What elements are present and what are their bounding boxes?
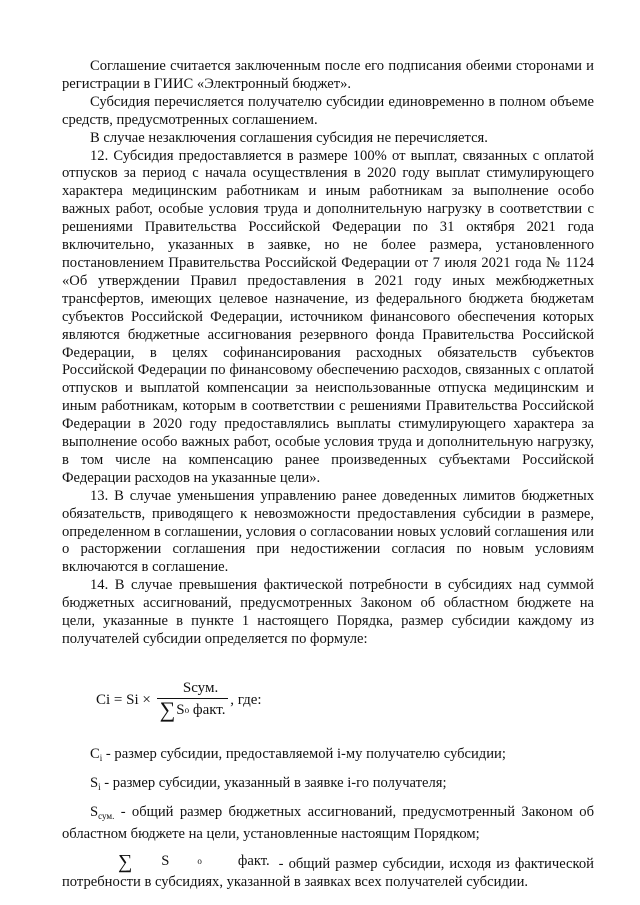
- definition-sfact: [62, 852, 594, 892]
- sfact-s: S: [161, 852, 170, 869]
- paragraph-13: 13. В случае уменьшения управлению ранее доведенных лимитов бюджетных обязательств, приводящего к невозможности предоставления субсидии в размере, определенном в соглашении, условия о согласовании новых условий соглашения или о расторжении соглашения при недостижении согласия по новым условиям включаются в соглашение.: [62, 487, 594, 576]
- formula-suffix: , где:: [230, 691, 262, 708]
- formula-den-s: S: [176, 701, 185, 718]
- sfact-expression: [90, 852, 274, 872]
- ci-text: - размер субсидии, предоставляемой i-му получателю субсидии;: [102, 746, 506, 762]
- si-subscript: i: [98, 781, 101, 792]
- si-symbol: S: [90, 774, 99, 791]
- formula-den-sub: о: [184, 705, 190, 715]
- formula-fraction: [157, 680, 228, 720]
- definition-ci: [62, 746, 594, 768]
- ssum-symbol: S: [90, 803, 99, 820]
- definition-si: [62, 775, 594, 797]
- formula-denominator: [160, 699, 226, 720]
- sfact-text: - общий размер субсидии, исходя из фактической потребности в субсидиях, указанной в заявках всех получателей субсидии.: [62, 855, 594, 890]
- subsidy-formula: [96, 680, 262, 720]
- sfact-label: факт.: [237, 852, 270, 869]
- ssum-text: - общий размер бюджетных ассигнований, предусмотренный Законом об областном бюджете на цели, установленные настоящим Порядком;: [62, 803, 594, 842]
- formula-numerator: Sсум.: [157, 680, 228, 699]
- formula-lhs: Ci = Si ×: [96, 691, 151, 708]
- document-body: [62, 58, 594, 649]
- formula-definitions: [62, 746, 594, 891]
- paragraph-no-agreement: В случае незаключения соглашения субсидия не перечисляется.: [90, 129, 488, 146]
- definition-ssum: [62, 804, 594, 844]
- ci-subscript: i: [99, 753, 103, 763]
- sum-sigma-symbol: ∑: [159, 697, 176, 722]
- paragraph-subsidy-transfer: Субсидия перечисляется получателю субсидии единовременно в полном объеме средств, предусмотренных соглашением.: [62, 93, 594, 128]
- si-text: - размер субсидии, указанный в заявке i-го получателя;: [100, 774, 447, 791]
- ci-symbol: C: [90, 746, 100, 762]
- ssum-subscript: сум.: [98, 810, 115, 821]
- formula-den-label: факт.: [192, 701, 226, 718]
- paragraph-12: 12. Субсидия предоставляется в размере 100% от выплат, связанных с оплатой отпусков за период с начала осуществления в 2020 году выплат стимулирующего характера медицинским работникам и иным работникам за выполнение особо важных работ, особые условия труда и дополнительную нагрузку в соответствии с решениями Правительства Российской Федерации по 31 октября 2021 года включительно, указанных в заявке, но не более размера, установленного постановлением Правительства Российской Федерации от 7 июля 2021 года № 1124 «Об утверждении Правил предоставления в 2021 году иных межбюджетных трансфертов, имеющих целевое назначение, из федерального бюджета бюджетам субъектов Российской Федерации, источником финансового обеспечения которых являются бюджетные ассигнования резервного фонда Правительства Российской Федерации, в целях софинансирования расходных обязательств субъектов Российской Федерации по финансовому обеспечению расходов, связанных с оплатой отпусков и выплатой компенсации за неиспользованные отпуска медицинским и иным работникам, которым в соответствии с решениями Правительства Российской Федерации в 2020 году предоставлялись выплаты стимулирующего характера за выполнение особо важных работ, особые условия труда и дополнительную нагрузку, в том числе на компенсацию ранее произведенных субъектами Российской Федерации расходов на указанные цели».: [62, 147, 594, 486]
- sfact-subscript: о: [197, 855, 202, 866]
- sfact-sigma-symbol: ∑: [118, 850, 133, 873]
- paragraph-14: 14. В случае превышения фактической потребности в субсидиях над суммой бюджетных ассигнований, предусмотренных Законом об областном бюджете на цели, указанные в пункте 1 настоящего Порядка, размер субсидии каждому из получателей субсидии определяется по формуле:: [62, 577, 594, 647]
- paragraph-agreement-concluded: Соглашение считается заключенным после его подписания обеими сторонами и регистрации в ГИИС «Электронный бюджет».: [62, 58, 594, 92]
